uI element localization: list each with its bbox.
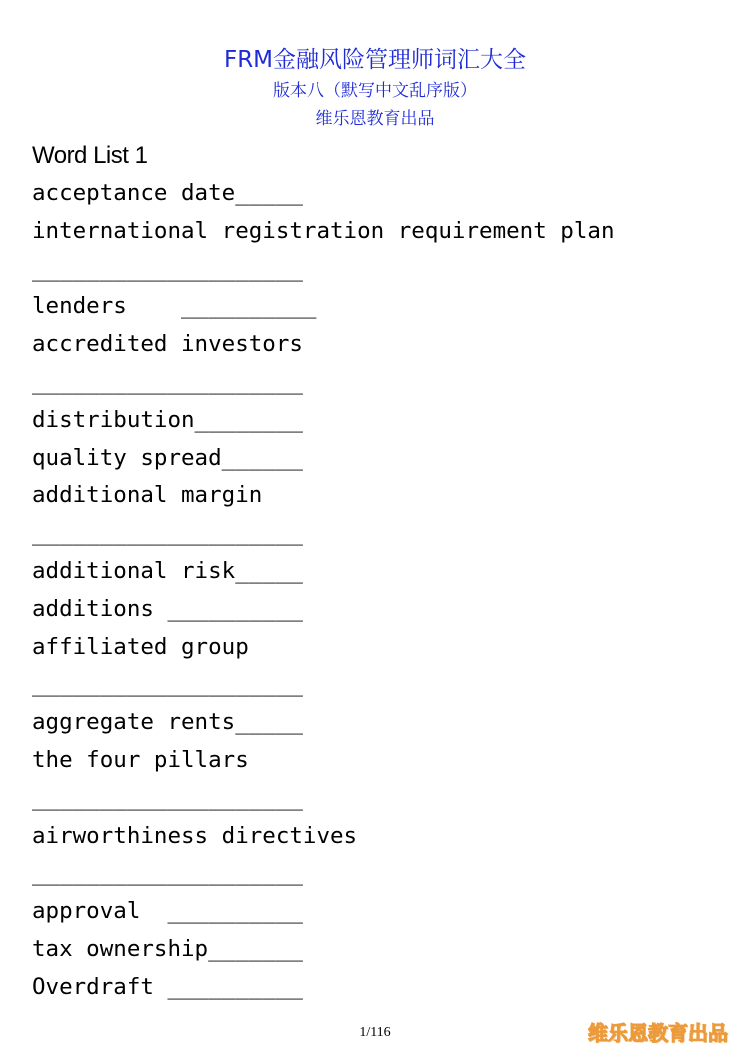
- document-subtitle: 版本八（默写中文乱序版）: [273, 81, 477, 101]
- watermark-logo: 维乐恩教育出品: [588, 1021, 728, 1045]
- answer-blank: ____________________: [32, 784, 303, 811]
- answer-blank: ____________________: [32, 671, 303, 698]
- word-line: affiliated group: [32, 633, 249, 660]
- word-line: lenders __________: [32, 293, 317, 320]
- answer-blank: ____________________: [32, 860, 303, 887]
- word-line: tax ownership_______: [32, 935, 303, 962]
- answer-blank: ____________________: [32, 255, 303, 282]
- word-line: acceptance date_____: [32, 180, 303, 206]
- word-line: aggregate rents_____: [32, 709, 303, 736]
- word-line: additional risk_____: [32, 557, 303, 584]
- word-line: distribution________: [32, 406, 303, 433]
- answer-blank: ____________________: [32, 368, 303, 395]
- word-line: the four pillars: [32, 746, 249, 773]
- publisher-line: 维乐恩教育出品: [315, 109, 435, 129]
- page-number: 1/116: [359, 1025, 391, 1040]
- word-line: additions __________: [32, 595, 303, 622]
- word-line: Overdraft __________: [32, 973, 303, 1000]
- answer-blank: ____________________: [32, 520, 303, 547]
- word-list: [32, 175, 722, 1007]
- word-line: international registration requirement plan: [32, 217, 615, 244]
- word-list-heading: Word List 1: [32, 142, 148, 169]
- word-line: additional margin: [32, 482, 263, 509]
- word-line: accredited investors: [32, 331, 303, 358]
- word-line: quality spread______: [32, 444, 303, 471]
- word-line: airworthiness directives: [32, 822, 358, 849]
- word-line: approval __________: [32, 898, 303, 925]
- document-title: FRM金融风险管理师词汇大全: [223, 47, 527, 73]
